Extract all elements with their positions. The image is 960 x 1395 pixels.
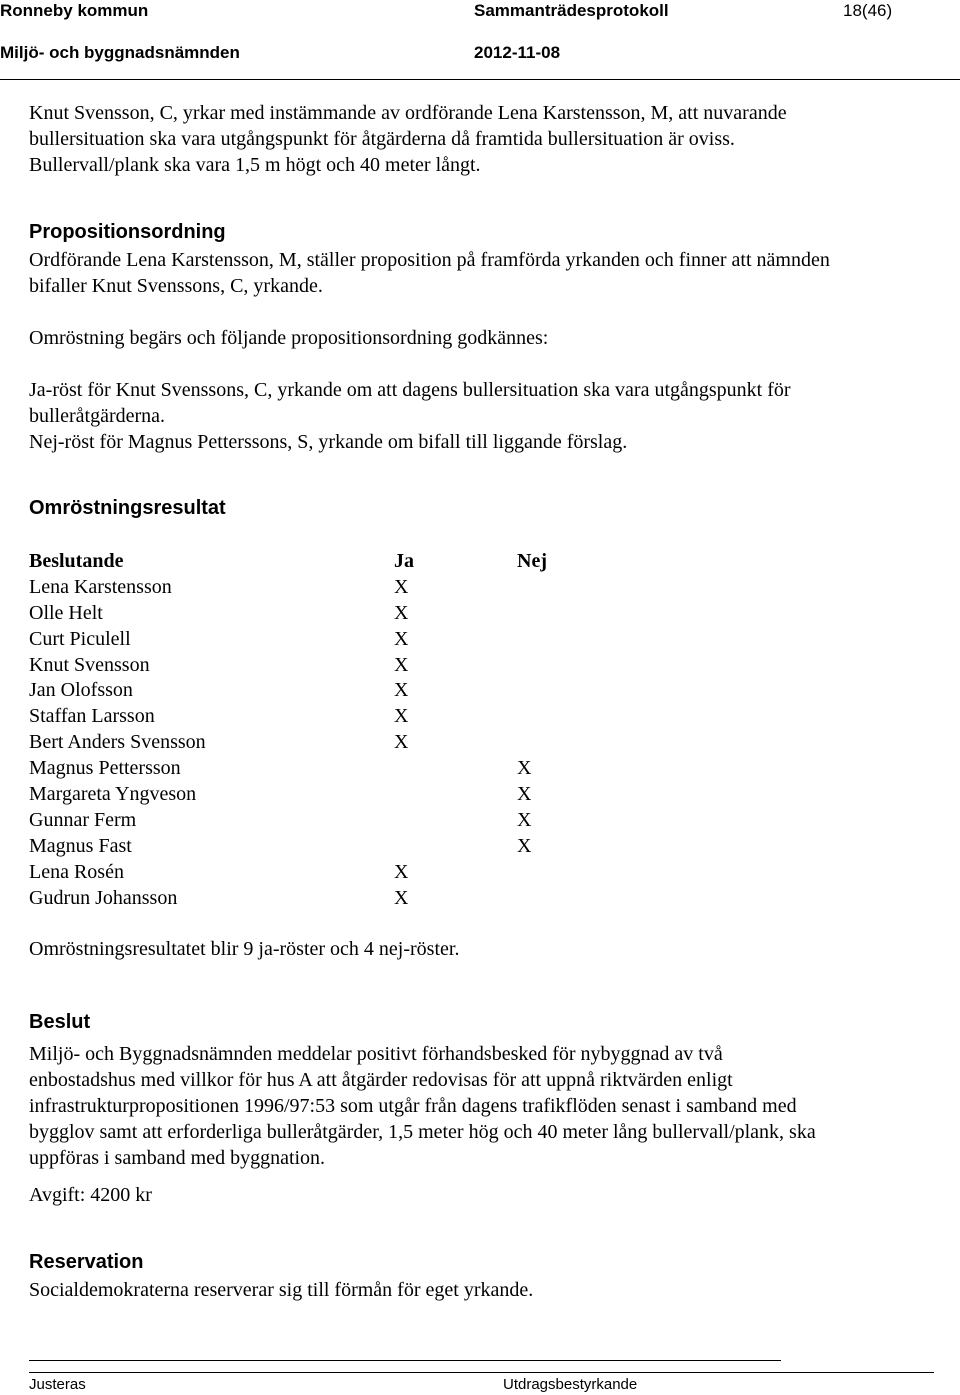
meeting-date: 2012-11-08 <box>474 43 561 62</box>
beslut-line: infrastrukturpropositionen 1996/97:53 som utgår från dagens trafikflöden senast i samband med <box>29 1095 797 1117</box>
beslut-line: bygglov samt att erforderliga bulleråtgärder, 1,5 meter hög och 40 meter lång bullervall/plank, ska <box>29 1121 816 1143</box>
ja-vote: X <box>394 627 409 650</box>
vote-request: Omröstning begärs och följande propositionsordning godkännes: <box>29 327 549 349</box>
footer-justeras: Justeras <box>29 1376 86 1393</box>
propositionsordning-heading: Propositionsordning <box>29 221 226 243</box>
member-name: Bert Anders Svensson <box>29 731 206 754</box>
board-name: Miljö- och byggnadsnämnden <box>0 43 240 62</box>
nej-vote <box>517 627 597 653</box>
ja-vote: X <box>394 860 409 883</box>
fee: Avgift: 4200 kr <box>29 1184 152 1206</box>
intro-line: Bullervall/plank ska vara 1,5 m högt och 40 meter långt. <box>29 154 481 176</box>
table-row <box>29 834 597 860</box>
member-name: Staffan Larsson <box>29 705 155 728</box>
beslut-line: uppföras i samband med byggnation. <box>29 1147 326 1169</box>
vote-options <box>29 377 934 455</box>
column-header-name: Beslutande <box>29 550 124 572</box>
nej-vote <box>517 678 597 704</box>
member-name: Gudrun Johansson <box>29 886 178 909</box>
intro-line: bullersituation ska vara utgångspunkt för åtgärderna då framtida bullersituation är oviss. <box>29 128 735 150</box>
nej-vote: X <box>517 808 532 831</box>
ja-vote: X <box>394 886 409 909</box>
table-row <box>29 860 597 886</box>
proposition-line: bifaller Knut Svenssons, C, yrkande. <box>29 275 323 297</box>
reservation-text: Socialdemokraterna reserverar sig till förmån för eget yrkande. <box>29 1279 534 1301</box>
nej-vote: X <box>517 834 532 857</box>
nej-vote <box>517 653 597 679</box>
nej-option-line: Nej-röst för Magnus Petterssons, S, yrkande om bifall till liggande förslag. <box>29 431 628 453</box>
ja-vote <box>394 834 517 860</box>
proposition-paragraph <box>29 247 934 299</box>
nej-vote: X <box>517 757 532 780</box>
table-row <box>29 575 597 601</box>
table-row <box>29 808 597 834</box>
ja-vote: X <box>394 705 409 728</box>
table-row <box>29 601 597 627</box>
ja-vote: X <box>394 575 409 598</box>
municipality-name: Ronneby kommun <box>0 1 149 20</box>
intro-line: Knut Svensson, C, yrkar med instämmande av ordförande Lena Karstensson, M, att nuvarande <box>29 102 787 124</box>
footer-signature-line <box>29 1360 781 1361</box>
table-row <box>29 627 597 653</box>
beslut-line: Miljö- och Byggnadsnämnden meddelar positivt förhandsbesked för nybyggnad av två <box>29 1043 723 1065</box>
table-row <box>29 886 597 912</box>
column-header-nej: Nej <box>517 550 547 572</box>
nej-vote <box>517 575 597 601</box>
intro-paragraph <box>29 100 934 178</box>
ja-vote <box>394 782 517 808</box>
beslut-paragraph <box>29 1041 934 1171</box>
table-row <box>29 756 597 782</box>
table-row <box>29 782 597 808</box>
page-number: 18(46) <box>843 1 893 20</box>
omrostningsresultat-heading: Omröstningsresultat <box>29 497 226 519</box>
member-name: Gunnar Ferm <box>29 808 137 831</box>
vote-table-header <box>29 549 597 575</box>
member-name: Curt Piculell <box>29 627 131 650</box>
footer-divider <box>29 1372 934 1373</box>
ja-vote: X <box>394 653 409 676</box>
nej-vote <box>517 730 597 756</box>
member-name: Olle Helt <box>29 601 103 624</box>
table-row <box>29 653 597 679</box>
vote-table <box>29 549 597 911</box>
proposition-line: Ordförande Lena Karstensson, M, ställer proposition på framförda yrkanden och finner att nämnden <box>29 249 830 271</box>
member-name: Jan Olofsson <box>29 679 133 702</box>
ja-option-line: Ja-röst för Knut Svenssons, C, yrkande om att dagens bullersituation ska vara utgångspunkt för <box>29 379 791 401</box>
reservation-heading: Reservation <box>29 1251 144 1273</box>
column-header-ja: Ja <box>394 550 414 572</box>
member-name: Margareta Yngveson <box>29 783 197 806</box>
member-name: Lena Rosén <box>29 860 124 883</box>
table-row <box>29 730 597 756</box>
beslut-heading: Beslut <box>29 1011 91 1033</box>
member-name: Knut Svensson <box>29 653 150 676</box>
nej-vote <box>517 601 597 627</box>
table-row <box>29 678 597 704</box>
nej-vote: X <box>517 783 532 806</box>
ja-vote: X <box>394 601 409 624</box>
ja-option-line: bulleråtgärderna. <box>29 405 166 427</box>
vote-result: Omröstningsresultatet blir 9 ja-röster och 4 nej-röster. <box>29 938 460 960</box>
ja-vote: X <box>394 679 409 702</box>
nej-vote <box>517 704 597 730</box>
header-divider <box>0 79 960 80</box>
table-row <box>29 704 597 730</box>
member-name: Lena Karstensson <box>29 575 172 598</box>
member-name: Magnus Pettersson <box>29 757 181 780</box>
footer-utdragsbestyrkande: Utdragsbestyrkande <box>503 1376 638 1393</box>
member-name: Magnus Fast <box>29 834 132 857</box>
ja-vote <box>394 756 517 782</box>
nej-vote <box>517 886 597 912</box>
ja-vote <box>394 808 517 834</box>
document-type: Sammanträdesprotokoll <box>474 1 669 20</box>
beslut-line: enbostadshus med villkor för hus A att åtgärder redovisas för att uppnå riktvärden enligt <box>29 1069 733 1091</box>
nej-vote <box>517 860 597 886</box>
ja-vote: X <box>394 731 409 754</box>
